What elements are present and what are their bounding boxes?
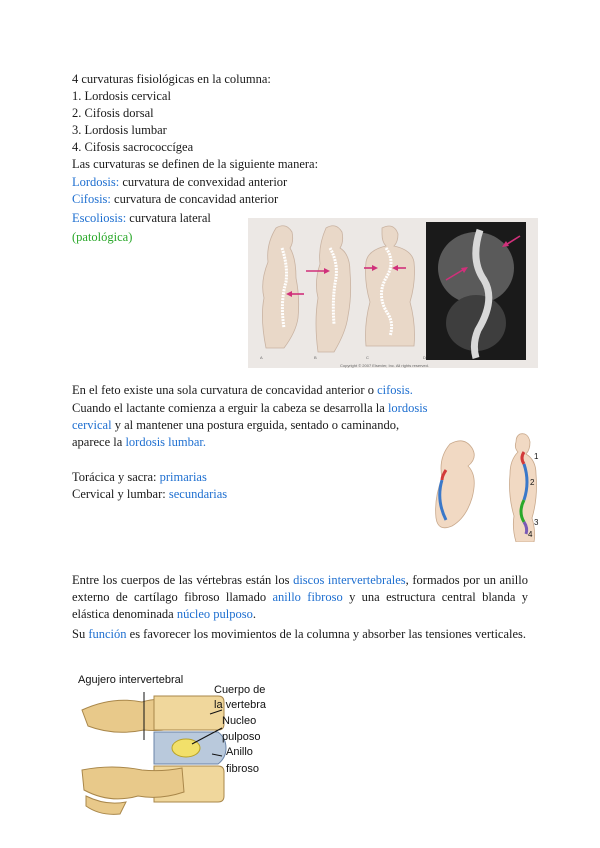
term-lordosis: Lordosis: bbox=[72, 175, 120, 189]
definition-escoliosis bbox=[72, 210, 211, 227]
intro-heading: 4 curvaturas fisiológicas en la columna: bbox=[72, 72, 271, 86]
fetus-text: y al mantener una postura erguida, sentado o caminando, bbox=[111, 418, 400, 432]
label-annulus-1: Anillo bbox=[226, 746, 253, 758]
definition-text: curvatura de concavidad anterior bbox=[110, 192, 279, 206]
fetus-text: Cuando el lactante comienza a erguir la cabeza se desarrolla la bbox=[72, 401, 388, 415]
function-paragraph bbox=[72, 626, 528, 643]
pathologic-note: (patológica) bbox=[72, 230, 133, 244]
figure-credit: Copyright © 2007 Elsevier, Inc. All rights reserved. bbox=[340, 363, 429, 368]
term-lordosis: lordosis bbox=[387, 401, 428, 415]
function-text: es favorecer los movimientos de la columna y absorber las tensiones verticales. bbox=[126, 627, 527, 641]
panel-label-a: A bbox=[260, 355, 263, 360]
xray-d bbox=[426, 222, 526, 360]
discs-paragraph bbox=[72, 572, 528, 623]
panel-label-b: B bbox=[314, 355, 317, 360]
label-body-2: la vertebra bbox=[214, 699, 266, 711]
fetus-line-1 bbox=[72, 382, 413, 399]
definition-text: curvatura lateral bbox=[126, 211, 211, 225]
fetus-line-4 bbox=[72, 434, 206, 451]
fetus-text: aparece la bbox=[72, 435, 126, 449]
list-item: 2. Cifosis dorsal bbox=[72, 106, 154, 120]
term-secundarias: secundarias bbox=[168, 487, 228, 501]
label-annulus-2: fibroso bbox=[226, 763, 260, 775]
term-anillo-fibroso: anillo fibroso bbox=[272, 590, 343, 604]
fetus-line-2 bbox=[72, 400, 428, 417]
panel-label-c: C bbox=[366, 355, 369, 360]
discs-text: Entre los cuerpos de las vértebras están los bbox=[72, 573, 294, 587]
fetus-line-3 bbox=[72, 417, 399, 434]
term-cervical: cervical bbox=[72, 418, 112, 432]
intervertebral-disc-illustration bbox=[72, 670, 302, 818]
fetus-text: En el feto existe una sola curvatura de concavidad anterior o bbox=[72, 383, 378, 397]
list-item: 1. Lordosis cervical bbox=[72, 89, 171, 103]
term-nucleo-pulposo: núcleo pulposo bbox=[176, 607, 253, 621]
secondary-curvatures bbox=[72, 486, 227, 503]
curve-number-3: 3 bbox=[534, 518, 539, 527]
discs-text: . bbox=[252, 607, 256, 621]
label-nucleus-2: pulposo bbox=[222, 731, 261, 743]
definition-cifosis bbox=[72, 191, 278, 208]
discs-text: , formados por un anillo externo de cartílago fibroso llamado bbox=[72, 573, 529, 604]
label-body-1: Cuerpo de bbox=[214, 684, 266, 696]
label-foramen: Agujero intervertebral bbox=[78, 674, 184, 686]
curve-number-2: 2 bbox=[530, 478, 535, 487]
secondary-text: Cervical y lumbar: bbox=[72, 487, 169, 501]
term-escoliosis: Escoliosis: bbox=[72, 211, 127, 225]
definitions-intro: Las curvaturas se definen de la siguiente manera: bbox=[72, 157, 319, 171]
curve-number-4: 4 bbox=[528, 530, 533, 539]
spinal-curvatures-figure bbox=[248, 218, 538, 368]
intervertebral-disc-figure bbox=[72, 670, 302, 818]
term-lordosis-lumbar: lordosis lumbar. bbox=[125, 435, 206, 449]
panel-label-d: D bbox=[423, 355, 426, 360]
term-funcion: función bbox=[88, 627, 127, 641]
function-text: Su bbox=[72, 627, 89, 641]
term-cifosis: cifosis. bbox=[377, 383, 413, 397]
discs-text: y una estructura central blanda y elástica denominada bbox=[72, 590, 529, 621]
curve-number-1: 1 bbox=[534, 452, 539, 461]
term-discos-intervertebrales: discos intervertebrales bbox=[293, 573, 406, 587]
definition-text: curvatura de convexidad anterior bbox=[119, 175, 288, 189]
term-primarias: primarias bbox=[159, 470, 207, 484]
spinal-curvatures-illustration bbox=[248, 218, 538, 368]
label-nucleus-1: Nucleo bbox=[222, 715, 257, 727]
term-cifosis: Cifosis: bbox=[72, 192, 111, 206]
primary-curvatures bbox=[72, 469, 207, 486]
list-item: 4. Cifosis sacrococcígea bbox=[72, 140, 194, 154]
spine-development-figure bbox=[428, 430, 548, 542]
definition-lordosis bbox=[72, 174, 287, 191]
primary-text: Torácica y sacra: bbox=[72, 470, 160, 484]
list-item: 3. Lordosis lumbar bbox=[72, 123, 167, 137]
